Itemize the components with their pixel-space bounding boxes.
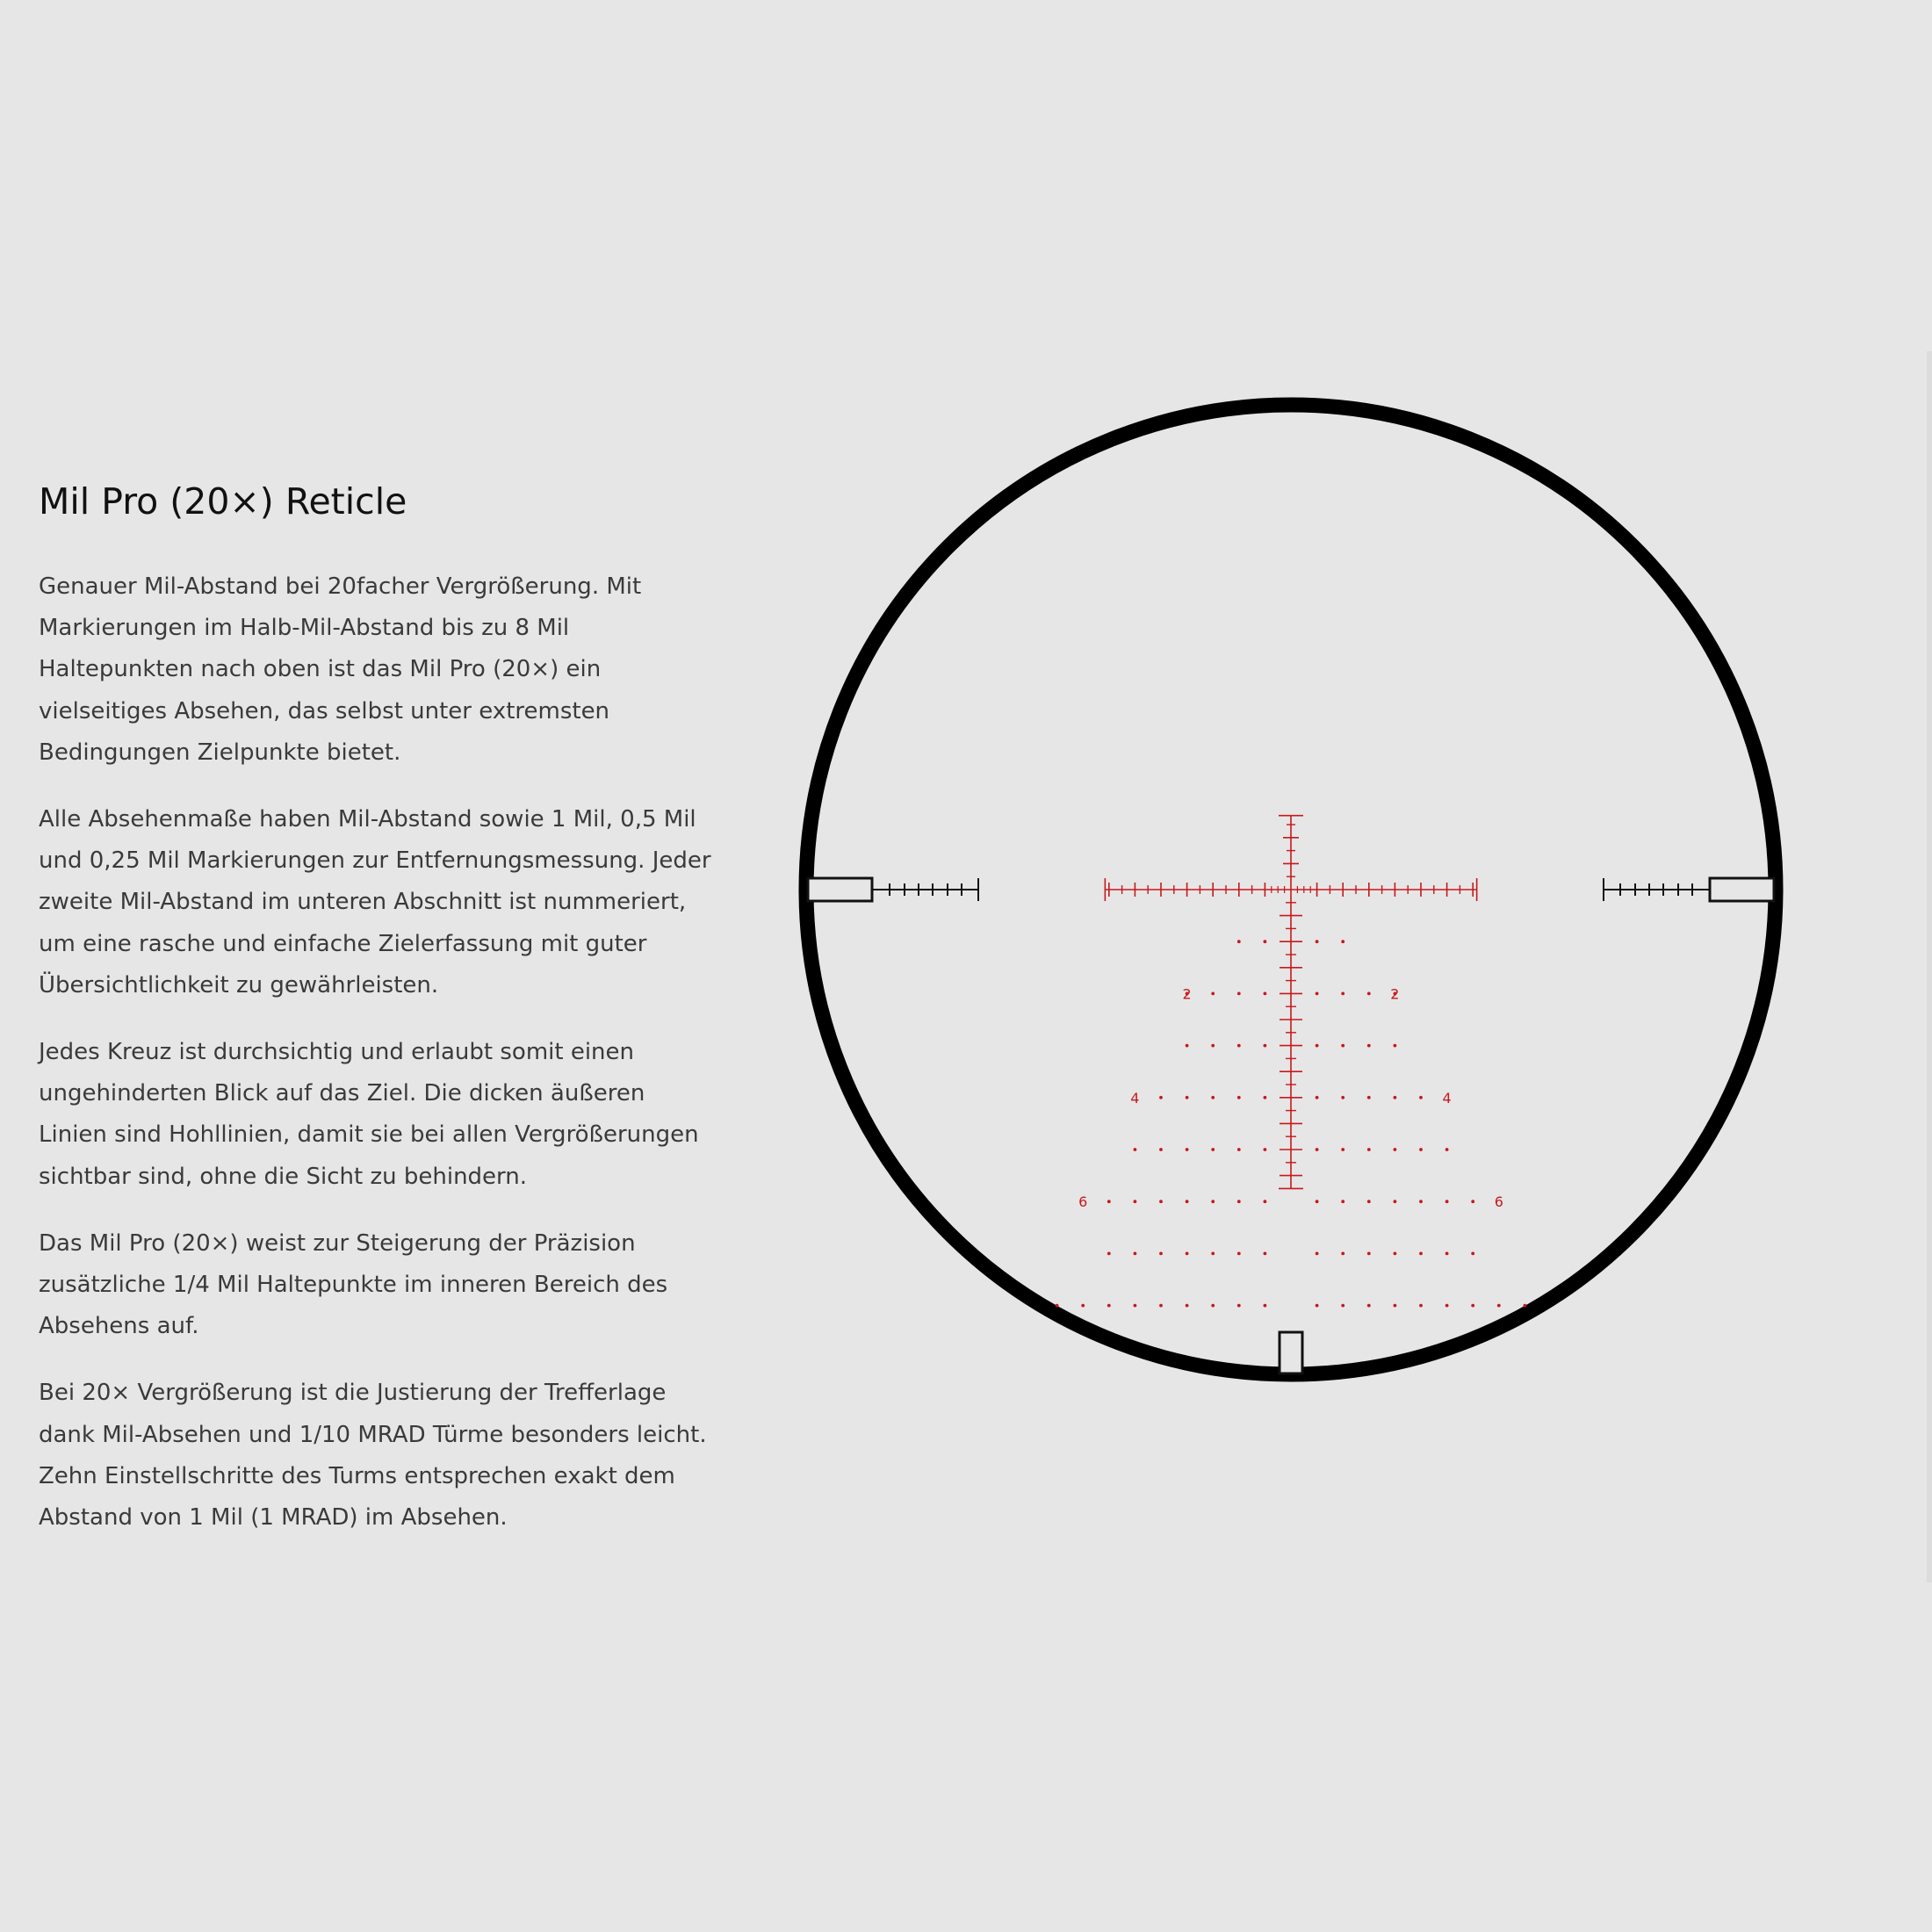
holdover-dot (1237, 1200, 1241, 1203)
holdover-dot (1341, 1044, 1344, 1048)
holdover-dot (1107, 1304, 1111, 1308)
holdover-dot (1237, 1304, 1241, 1308)
right-hollow-post (1710, 878, 1774, 901)
holdover-dot (1367, 992, 1371, 996)
holdover-dot (1237, 940, 1241, 943)
holdover-dot (1211, 1252, 1215, 1256)
holdover-dot (1497, 1304, 1501, 1308)
holdover-dot (1264, 1096, 1267, 1099)
holdover-dot (1186, 1304, 1189, 1308)
holdover-dot (1159, 1200, 1163, 1203)
description-paragraph-3: Jedes Kreuz ist durchsichtig und erlaubt somit einen ungehinderten Blick auf das Ziel. Die dicken äußeren Linien sind Hohllinien, damit sie bei allen Vergrößerungen sichtbar sind, ohne die Sicht zu behindern. (39, 1039, 699, 1190)
description-paragraph-2: Alle Absehenmaße haben Mil-Abstand sowie 1 Mil, 0,5 Mil und 0,25 Mil Markierungen zur Entfernungsmessung. Jeder zweite Mil-Abstand im unteren Abschnitt ist nummeriert, um eine rasche und einfache Zielerfassung mit guter Übersichtlichkeit zu gewährleisten. (39, 806, 711, 998)
holdover-dot (1186, 1096, 1189, 1099)
holdover-label-right: 2 (1390, 985, 1400, 1003)
holdover-dot (1367, 1304, 1371, 1308)
holdover-label-left: 6 (1078, 1193, 1088, 1211)
page-title: Mil Pro (20×) Reticle (39, 480, 407, 523)
holdover-dot (1107, 1252, 1111, 1256)
holdover-dot (1445, 1148, 1449, 1151)
holdover-dot (1264, 1148, 1267, 1151)
holdover-label-left: 2 (1182, 985, 1192, 1003)
holdover-dot (1107, 1200, 1111, 1203)
holdover-dot (1367, 1148, 1371, 1151)
holdover-dot (1186, 1044, 1189, 1048)
holdover-dot (1211, 1200, 1215, 1203)
holdover-dot (1471, 1200, 1474, 1203)
holdover-dot (1316, 1096, 1319, 1099)
holdover-dot (1341, 1252, 1344, 1256)
bottom-hollow-post (1280, 1332, 1302, 1373)
holdover-dot (1134, 1252, 1137, 1256)
holdover-dot (1419, 1304, 1423, 1308)
holdover-dot (1316, 992, 1319, 996)
holdover-dot (1264, 992, 1267, 996)
holdover-dot (1159, 1148, 1163, 1151)
holdover-label-right: 6 (1494, 1193, 1503, 1211)
holdover-dot (1524, 1304, 1527, 1308)
holdover-dot (1264, 940, 1267, 943)
holdover-dot (1316, 1200, 1319, 1203)
holdover-dot (1394, 1096, 1397, 1099)
holdover-dot (1211, 1096, 1215, 1099)
holdover-dot (1237, 1044, 1241, 1048)
holdover-dot (1394, 1044, 1397, 1048)
holdover-dot (1316, 1044, 1319, 1048)
holdover-dot (1237, 1148, 1241, 1151)
description-paragraph-4: Das Mil Pro (20×) weist zur Steigerung der Präzision zusätzliche 1/4 Mil Haltepunkte im inneren Bereich des Absehens auf. (39, 1229, 668, 1340)
holdover-dot (1341, 1096, 1344, 1099)
holdover-dot (1419, 1200, 1423, 1203)
holdover-dot (1056, 1304, 1059, 1308)
holdover-label-right: 4 (1442, 1089, 1452, 1107)
holdover-dot (1159, 1096, 1163, 1099)
holdover-dot (1471, 1304, 1474, 1308)
holdover-dot (1341, 992, 1344, 996)
holdover-dot (1211, 992, 1215, 996)
holdover-label-left: 4 (1130, 1089, 1140, 1107)
holdover-dot (1211, 1304, 1215, 1308)
red-reticle (1056, 816, 1527, 1308)
description-paragraph-1: Genauer Mil-Abstand bei 20facher Vergrößerung. Mit Markierungen im Halb-Mil-Abstand bis zu 8 Mil Haltepunkten nach oben ist das Mil Pro (20×) ein vielseitiges Absehen, das selbst unter extremsten Bedingungen Zielpunkte bietet. (39, 573, 642, 766)
holdover-dot (1341, 940, 1344, 943)
holdover-dot (1419, 1148, 1423, 1151)
holdover-dot (1394, 1252, 1397, 1256)
holdover-dot (1134, 1148, 1137, 1151)
holdover-dot (1316, 1252, 1319, 1256)
right-outer-scale (1604, 878, 1710, 901)
holdover-dot (1264, 1044, 1267, 1048)
holdover-dot (1159, 1304, 1163, 1308)
holdover-dot (1367, 1096, 1371, 1099)
holdover-dot (1445, 1252, 1449, 1256)
description-paragraph-5: Bei 20× Vergrößerung ist die Justierung der Trefferlage dank Mil-Absehen und 1/10 MRAD Türme besonders leicht. Zehn Einstellschritte des Turms entsprechen exakt dem Abstand von 1 Mil (1 MRAD) im Absehen. (39, 1380, 707, 1532)
holdover-dot (1211, 1148, 1215, 1151)
holdover-dot (1081, 1304, 1085, 1308)
holdover-dot (1316, 1304, 1319, 1308)
holdover-dot (1419, 1252, 1423, 1256)
holdover-dot (1134, 1304, 1137, 1308)
holdover-dot (1159, 1252, 1163, 1256)
holdover-dot (1394, 1148, 1397, 1151)
left-hollow-post (808, 878, 872, 901)
holdover-dot (1341, 1304, 1344, 1308)
holdover-dot (1445, 1304, 1449, 1308)
holdover-dot (1237, 992, 1241, 996)
holdover-dot (1471, 1252, 1474, 1256)
holdover-dot (1186, 1252, 1189, 1256)
holdover-dot (1367, 1252, 1371, 1256)
holdover-dot (1237, 1096, 1241, 1099)
holdover-dot (1341, 1148, 1344, 1151)
holdover-dot (1445, 1200, 1449, 1203)
holdover-dot (1264, 1252, 1267, 1256)
holdover-dot (1134, 1200, 1137, 1203)
holdover-dot (1367, 1044, 1371, 1048)
holdover-dot (1264, 1304, 1267, 1308)
holdover-dot (1316, 940, 1319, 943)
holdover-dot (1264, 1200, 1267, 1203)
holdover-dot (1316, 1148, 1319, 1151)
holdover-dot (1394, 1200, 1397, 1203)
holdover-dot (1237, 1252, 1241, 1256)
holdover-dot (1394, 1304, 1397, 1308)
holdover-dot (1367, 1200, 1371, 1203)
holdover-dot (1211, 1044, 1215, 1048)
left-outer-scale (873, 878, 978, 901)
holdover-dot (1186, 1200, 1189, 1203)
holdover-dot (1186, 1148, 1189, 1151)
holdover-dot (1419, 1096, 1423, 1099)
holdover-dot (1341, 1200, 1344, 1203)
